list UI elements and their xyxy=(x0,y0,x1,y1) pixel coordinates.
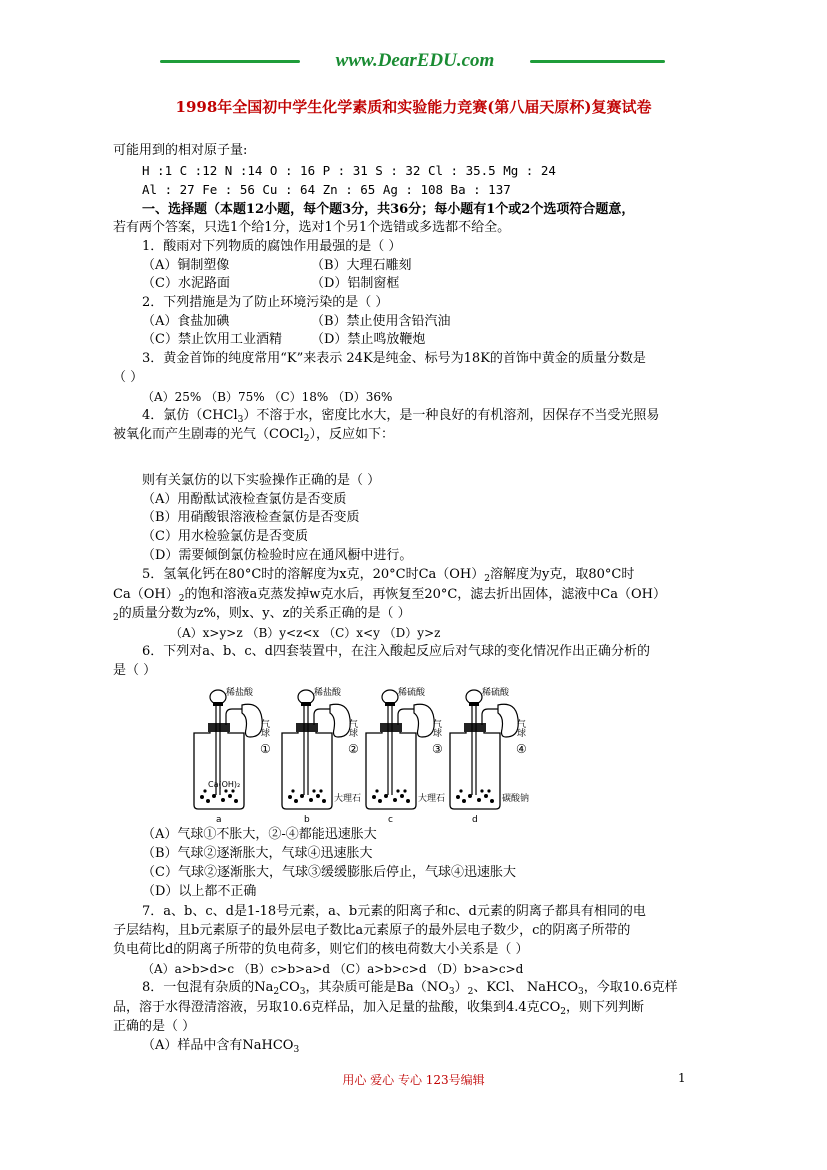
q3-stem: 3．黄金首饰的纯度常用“K”来表示 24K是纯金、标号为18K的首饰中黄金的质量分数是 xyxy=(142,351,646,366)
apparatus-a xyxy=(194,690,262,809)
q4-option-a: （A）用酚酞试液检查氯仿是否变质 xyxy=(142,492,347,507)
q4-stem: 则有关氯仿的以下实验操作正确的是（ ） xyxy=(142,473,381,488)
atomic-intro: 可能用到的相对原子量: xyxy=(113,143,248,158)
q5-options: （A）x>y>z （B）y<z<x （C）x<y （D）y>z xyxy=(170,626,441,640)
apparatus-figure xyxy=(186,683,536,823)
atomic-row-1: H :1 C :12 N :14 O : 16 P : 31 S : 32 Cl : 35.5 Mg : 24 xyxy=(142,163,556,178)
apparatus-label-b: b xyxy=(304,815,310,823)
q6-option-b: （B）气球②逐渐胀大，气球④迅速胀大 xyxy=(142,846,373,861)
section-heading: 一、选择题（本题12小题，每个题3分，共36分；每小题有1个或2个选项符合题意， xyxy=(142,202,635,217)
substance-c: 大理石 xyxy=(418,794,446,804)
substance-d: 碳酸钠 xyxy=(502,794,530,804)
q7-line-2: 子层结构，且b元素原子的最外层电子数比a元素原子的最外层电子数少，c的阴离子所带的 xyxy=(113,923,631,938)
header-line-right xyxy=(530,60,665,63)
site-logo: www.DearEDU.com xyxy=(335,50,495,71)
apparatus-d xyxy=(450,690,518,809)
q8-line-1: 8．一包混有杂质的$Na_2CO_3$，其杂质可能是$Ba(NO_3)_2$、KCl、 NaHCO$_3$，今取10.6克样 xyxy=(142,980,678,997)
q8-option-a: （A）样品中含有NaHCO$_3$ xyxy=(142,1038,300,1055)
balloon-number-3: ③ xyxy=(432,742,443,756)
apparatus-label-a: a xyxy=(216,815,222,823)
q5-line-1: 5．氢氧化钙在80°C时的溶解度为x克，20°C时$Ca(OH)_2$溶解度为y克，取80°C时 xyxy=(142,567,635,584)
q7-line-1: 7．a、b、c、d是1-18号元素，a、b元素的阳离子和c、d元素的阴离子都具有相同的电 xyxy=(142,904,646,919)
q4-option-d: （D）需要倾倒氯仿检验时应在通风橱中进行。 xyxy=(142,548,413,563)
q6-option-d: （D）以上都不正确 xyxy=(142,884,257,899)
acid-label-d: 稀硫酸 xyxy=(482,688,510,698)
q1-stem: 1．酸雨对下列物质的腐蚀作用最强的是（ ） xyxy=(142,239,402,254)
q7-options: （A）a>b>d>c （B）c>b>a>d （C）a>b>c>d （D）b>a>c>d xyxy=(142,962,524,976)
q1-option-a: （A）铜制塑像 xyxy=(142,258,230,273)
q4-option-b: （B）用硝酸银溶液检查氯仿是否变质 xyxy=(142,510,360,525)
q1-option-d: （D）铝制窗框 xyxy=(311,276,400,291)
acid-label-a: 稀盐酸 xyxy=(226,688,254,698)
q4-option-c: （C）用水检验氯仿是否变质 xyxy=(142,529,308,544)
q2-option-c: （C）禁止饮用工业酒精 xyxy=(142,332,282,347)
section-note: 若有两个答案，只选1个给1分，选对1个另1个选错或多选都不给全。 xyxy=(113,220,511,235)
page-title: 1998年全国初中学生化学素质和实验能力竞赛(第八届天原杯)复赛试卷 xyxy=(175,98,652,116)
q1-option-b: （B）大理石雕刻 xyxy=(311,258,412,273)
apparatus-label-c: c xyxy=(388,815,393,823)
page-number: 1 xyxy=(678,1071,686,1085)
balloon-label-d: 气球 xyxy=(515,719,525,737)
atomic-row-2: Al : 27 Fe : 56 Cu : 64 Zn : 65 Ag : 108 Ba : 137 xyxy=(142,182,511,197)
q6-line-2: 是（ ） xyxy=(113,663,157,678)
apparatus-c xyxy=(366,690,434,809)
q6-option-c: （C）气球②逐渐胀大，气球③缓缓膨胀后停止，气球④迅速胀大 xyxy=(142,865,516,880)
q2-option-b: （B）禁止使用含铅汽油 xyxy=(311,314,451,329)
q7-line-3: 负电荷比d的阴离子所带的负电荷多，则它们的核电荷数大小关系是（ ） xyxy=(113,942,529,957)
acid-label-b: 稀盐酸 xyxy=(314,688,342,698)
q4-line-1: 4．氯仿（CHCl$_3$）不溶于水，密度比水大，是一种良好的有机溶剂，因保存不当受光照易 xyxy=(142,408,660,425)
q3-options: （A）25% （B）75% （C）18% （D）36% xyxy=(142,390,393,404)
balloon-label-c: 气球 xyxy=(431,719,441,737)
footer-text: 用心 爱心 专心 123号编辑 xyxy=(342,1073,485,1087)
apparatus-label-d: d xyxy=(472,815,478,823)
q6-line-1: 6．下列对a、b、c、d四套装置中，在注入酸起反应后对气球的变化情况作出正确分析的 xyxy=(142,644,650,659)
q4-line-2: 被氧化而产生剧毒的光气（COCl$_2$），反应如下： xyxy=(113,427,394,444)
header-line-left xyxy=(160,60,300,63)
q2-option-a: （A）食盐加碘 xyxy=(142,314,230,329)
substance-a: Ca(OH)₂ xyxy=(208,780,241,789)
q2-option-d: （D）禁止鸣放鞭炮 xyxy=(311,332,426,347)
q1-option-c: （C）水泥路面 xyxy=(142,276,230,291)
balloon-label-a: 气球 xyxy=(259,719,269,737)
apparatus-b xyxy=(282,690,350,809)
q6-option-a: （A）气球①不胀大，②-④都能迅速胀大 xyxy=(142,827,377,842)
balloon-number-4: ④ xyxy=(516,742,527,756)
q2-stem: 2．下列措施是为了防止环境污染的是（ ） xyxy=(142,295,389,310)
q3-paren: （ ） xyxy=(113,370,144,385)
q8-line-3: 正确的是（ ） xyxy=(113,1019,196,1034)
q5-line-3: $_2$的质量分数为z%，则x、y、z的关系正确的是（ ） xyxy=(113,606,411,623)
q8-line-2: 品，溶于水得澄清溶液，另取10.6克样品，加入足量的盐酸，收集到4.4克$CO_2$，则下列判断 xyxy=(113,1000,644,1017)
acid-label-c: 稀硫酸 xyxy=(398,688,426,698)
substance-b: 大理石 xyxy=(334,794,362,804)
balloon-number-2: ② xyxy=(348,742,359,756)
balloon-label-b: 气球 xyxy=(347,719,357,737)
q5-line-2: $Ca(OH)_2$的饱和溶液a克蒸发掉w克水后，再恢复至20°C，滤去折出固体，滤液中Ca（OH） xyxy=(113,587,666,604)
balloon-number-1: ① xyxy=(260,742,271,756)
